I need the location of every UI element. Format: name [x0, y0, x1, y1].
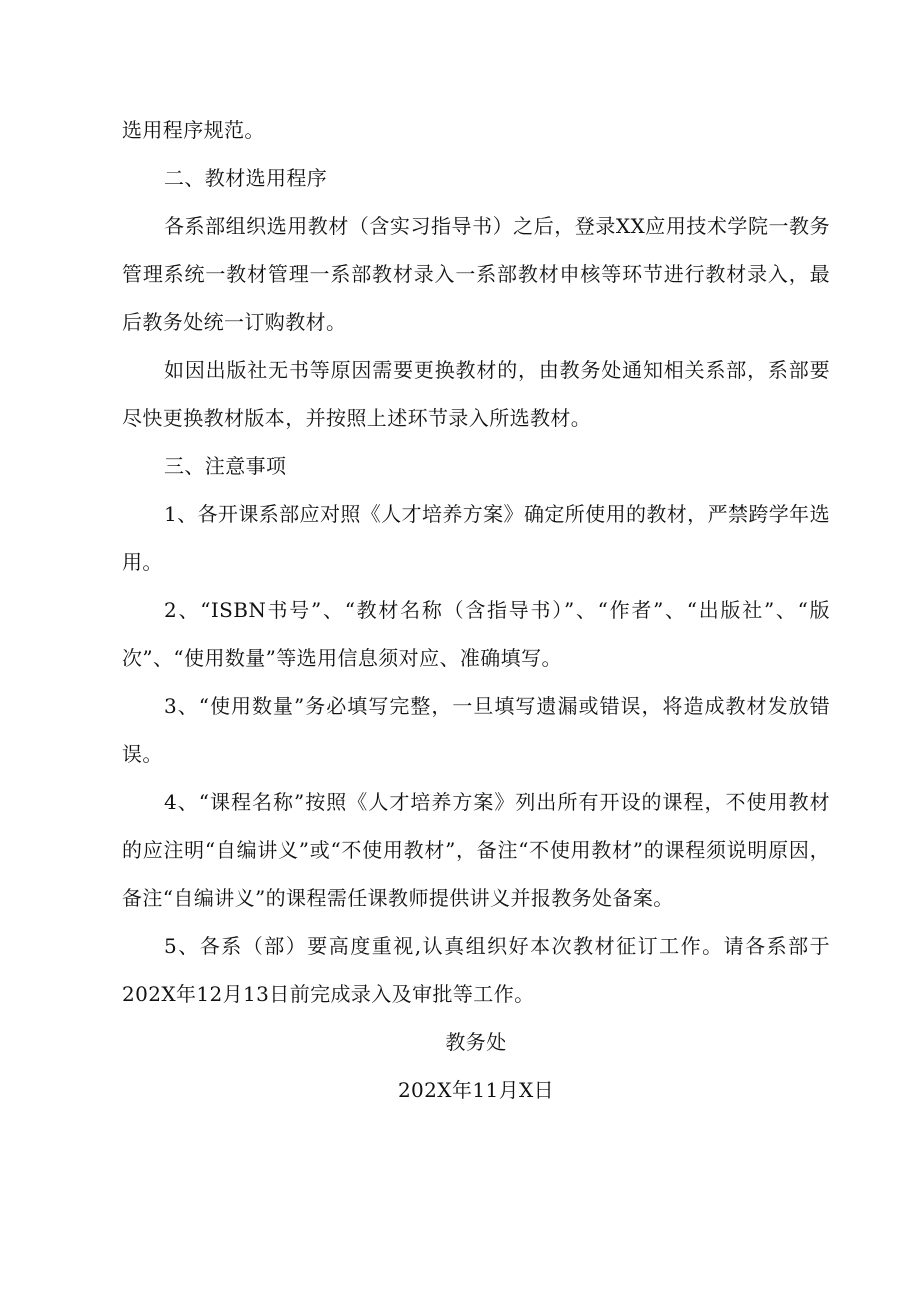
procedure-paragraph-1: 各系部组织选用教材（含实习指导书）之后，登录XX应用技术学院一教务管理系统一教材管理一系部教材录入一系部教材申核等环节进行教材录入，最后教务处统一订购教材。	[122, 214, 830, 334]
note-item-3: 3、“使用数量”务必填写完整，一旦填写遗漏或错误，将造成教材发放错误。	[122, 694, 830, 766]
note-item-1: 1、各开课系部应对照《人才培养方案》确定所使用的教材，严禁跨学年选用。	[122, 502, 830, 574]
note-item-2: 2、“ISBN书号”、“教材名称（含指导书）”、“作者”、“出版社”、“版次”、“使用数量”等选用信息须对应、准确填写。	[122, 598, 830, 670]
section-heading-procedure: 二、教材选用程序	[164, 166, 328, 190]
procedure-paragraph-2: 如因出版社无书等原因需要更换教材的，由教务处通知相关系部，系部要尽快更换教材版本，并按照上述环节录入所选教材。	[122, 358, 830, 430]
note-item-4: 4、“课程名称”按照《人才培养方案》列出所有开设的课程，不使用教材的应注明“自编讲义”或“不使用教材”，备注“不使用教材”的课程须说明原因，备注“自编讲义”的课程需任课教师提供讲义并报教务处备案。	[122, 790, 830, 910]
continued-text: 选用程序规范。	[122, 118, 265, 142]
section-heading-notes: 三、注意事项	[164, 454, 287, 478]
note-item-5: 5、各系（部）要高度重视,认真组织好本次教材征订工作。请各系部于202X年12月13日前完成录入及审批等工作。	[122, 934, 830, 1006]
document-body	[122, 106, 830, 1114]
signature-office: 教务处	[445, 1030, 507, 1054]
signature-date: 202X年11月X日	[397, 1078, 555, 1102]
